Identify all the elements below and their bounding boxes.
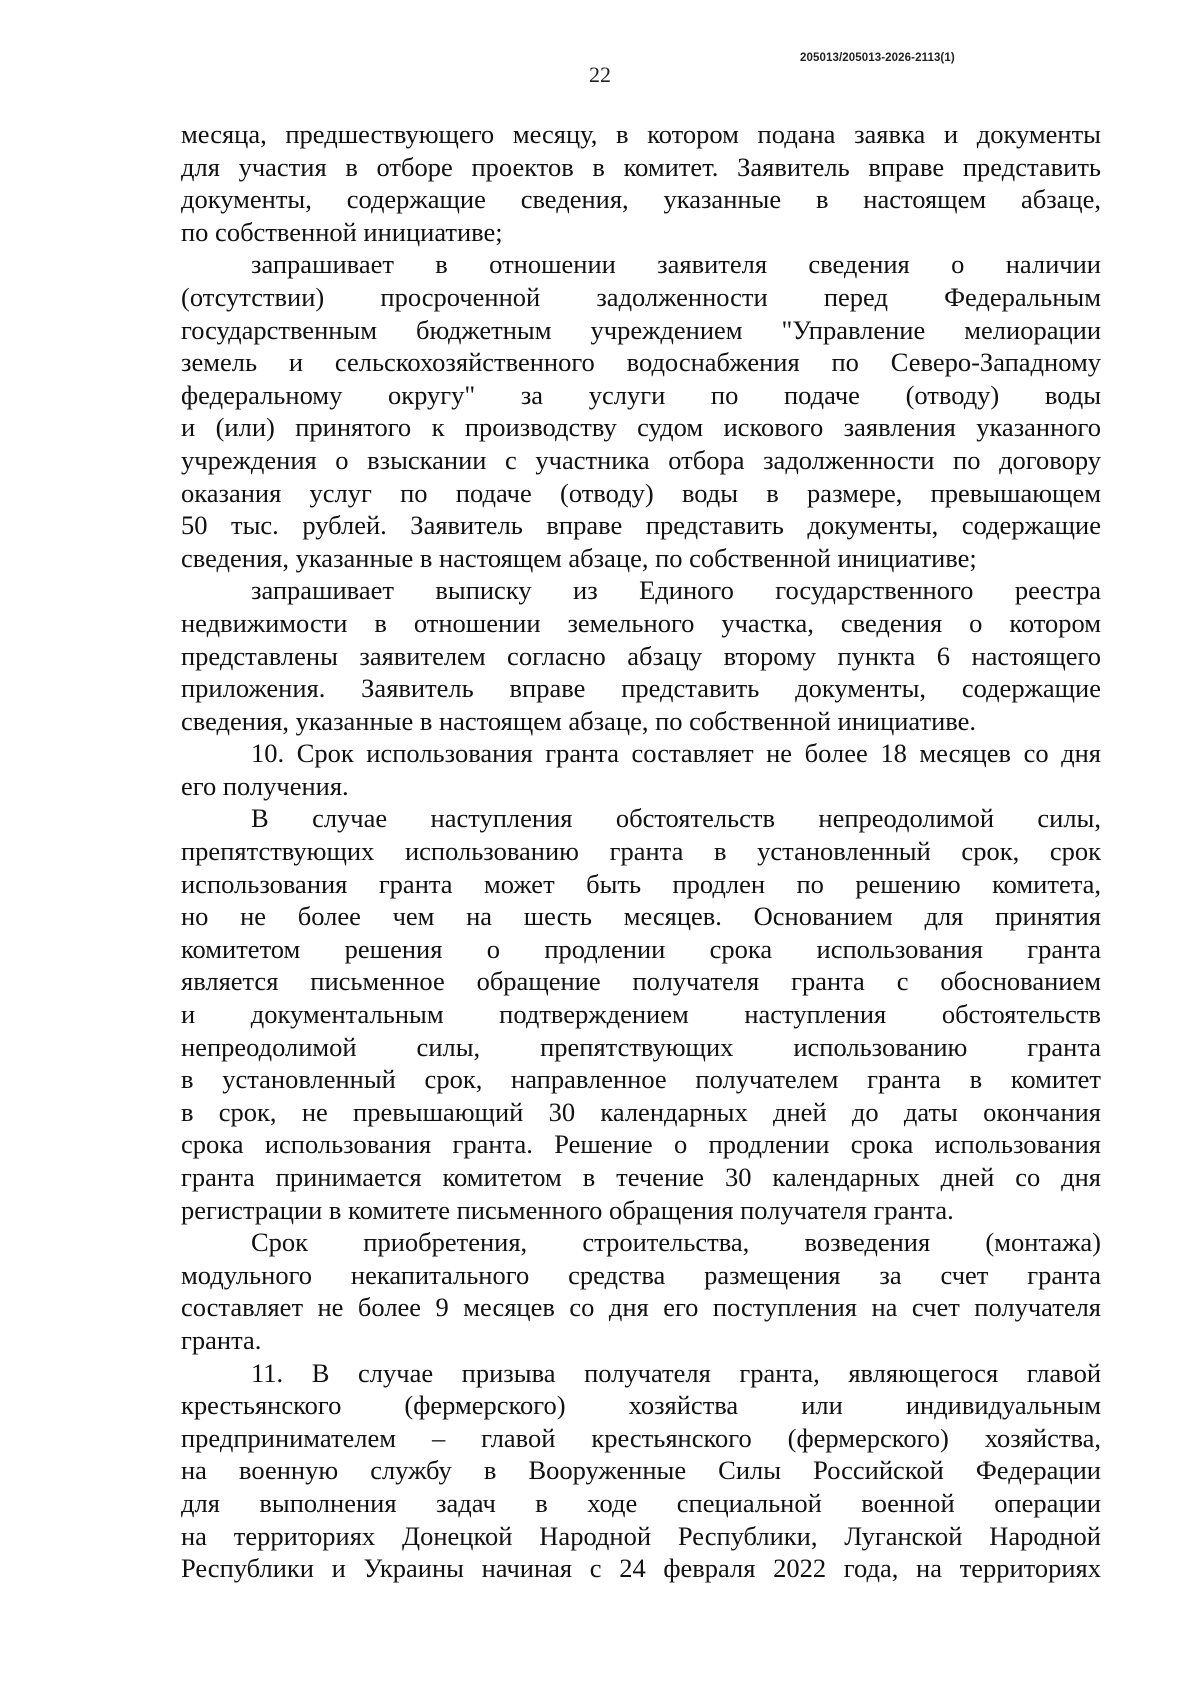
text-line: Срок приобретения, строительства, возведения (монтажа) <box>251 1227 1101 1258</box>
text-line: комитетом решения о продлении срока использования гранта <box>181 933 1101 964</box>
text-line: земель и сельскохозяйственного водоснабжения по Северо-Западному <box>181 347 1101 378</box>
text-line: 10. Срок использования гранта составляет не более 18 месяцев со дня <box>251 738 1101 769</box>
document-code: 205013/205013-2026-2113(1) <box>800 52 955 64</box>
text-line: крестьянского (фермерского) хозяйства или индивидуальным <box>181 1390 1101 1421</box>
page-number: 22 <box>589 62 611 87</box>
text-line: оказания услуг по подаче (отводу) воды в размере, превышающем <box>181 477 1101 508</box>
text-line: документы, содержащие сведения, указанные в настоящем абзаце, <box>181 184 1101 215</box>
text-line: в установленный срок, направленное получателем гранта в комитет <box>181 1064 1101 1095</box>
text-line: представлены заявителем согласно абзацу второму пункта 6 настоящего <box>181 640 1101 671</box>
text-line: препятствующих использованию гранта в установленный срок, срок <box>181 836 1101 867</box>
text-line: сведения, указанные в настоящем абзаце, по собственной инициативе. <box>181 705 977 736</box>
text-line: месяца, предшествующего месяцу, в котором подана заявка и документы <box>181 119 1101 149</box>
document-body <box>181 118 1101 1585</box>
text-line: срока использования гранта. Решение о продлении срока использования <box>181 1129 1101 1160</box>
text-line: для участия в отборе проектов в комитет. Заявитель вправе представить <box>181 151 1101 182</box>
text-line: гранта принимается комитетом в течение 30 календарных дней со дня <box>181 1162 1101 1192</box>
text-line: государственным бюджетным учреждением "Управление мелиорации <box>181 314 1101 345</box>
text-line: 11. В случае призыва получателя гранта, являющегося главой <box>251 1357 1101 1388</box>
text-line: предпринимателем – главой крестьянского (фермерского) хозяйства, <box>181 1422 1101 1453</box>
text-line: федеральному округу" за услуги по подаче (отводу) воды <box>181 379 1101 410</box>
text-line: регистрации в комитете письменного обращения получателя гранта. <box>181 1194 954 1225</box>
text-line: недвижимости в отношении земельного участка, сведения о котором <box>181 607 1101 638</box>
text-line: но не более чем на шесть месяцев. Основанием для принятия <box>181 901 1101 932</box>
text-line: В случае наступления обстоятельств непреодолимой силы, <box>251 803 1101 834</box>
text-line: является письменное обращение получателя гранта с обоснованием <box>181 966 1101 997</box>
text-line: и (или) принятого к производству судом искового заявления указанного <box>181 412 1101 443</box>
text-line: учреждения о взыскании с участника отбора задолженности по договору <box>181 444 1101 475</box>
text-line: запрашивает в отношении заявителя сведения о наличии <box>251 249 1101 280</box>
text-line: его получения. <box>181 770 349 801</box>
text-line: 50 тыс. рублей. Заявитель вправе представить документы, содержащие <box>181 510 1101 541</box>
text-line: Республики и Украины начиная с 24 февраля 2022 года, на территориях <box>181 1553 1101 1584</box>
text-line: модульного некапитального средства размещения за счет гранта <box>181 1259 1101 1290</box>
text-line: использования гранта может быть продлен по решению комитета, <box>181 868 1101 899</box>
text-line: запрашивает выписку из Единого государственного реестра <box>251 575 1101 606</box>
text-line: для выполнения задач в ходе специальной военной операции <box>181 1487 1101 1518</box>
text-line: сведения, указанные в настоящем абзаце, по собственной инициативе; <box>181 542 977 573</box>
text-line: составляет не более 9 месяцев со дня его поступления на счет получателя <box>181 1292 1101 1323</box>
text-line: в срок, не превышающий 30 календарных дней до даты окончания <box>181 1096 1101 1127</box>
text-line: и документальным подтверждением наступления обстоятельств <box>181 999 1101 1030</box>
text-line: на территориях Донецкой Народной Республики, Луганской Народной <box>181 1520 1101 1551</box>
text-line: непреодолимой силы, препятствующих использованию гранта <box>181 1031 1101 1062</box>
text-line: на военную службу в Вооруженные Силы Российской Федерации <box>181 1455 1101 1486</box>
text-line: (отсутствии) просроченной задолженности перед Федеральным <box>181 281 1101 312</box>
text-line: приложения. Заявитель вправе представить документы, содержащие <box>181 673 1101 704</box>
text-line: гранта. <box>181 1324 262 1355</box>
text-line: по собственной инициативе; <box>181 216 503 247</box>
